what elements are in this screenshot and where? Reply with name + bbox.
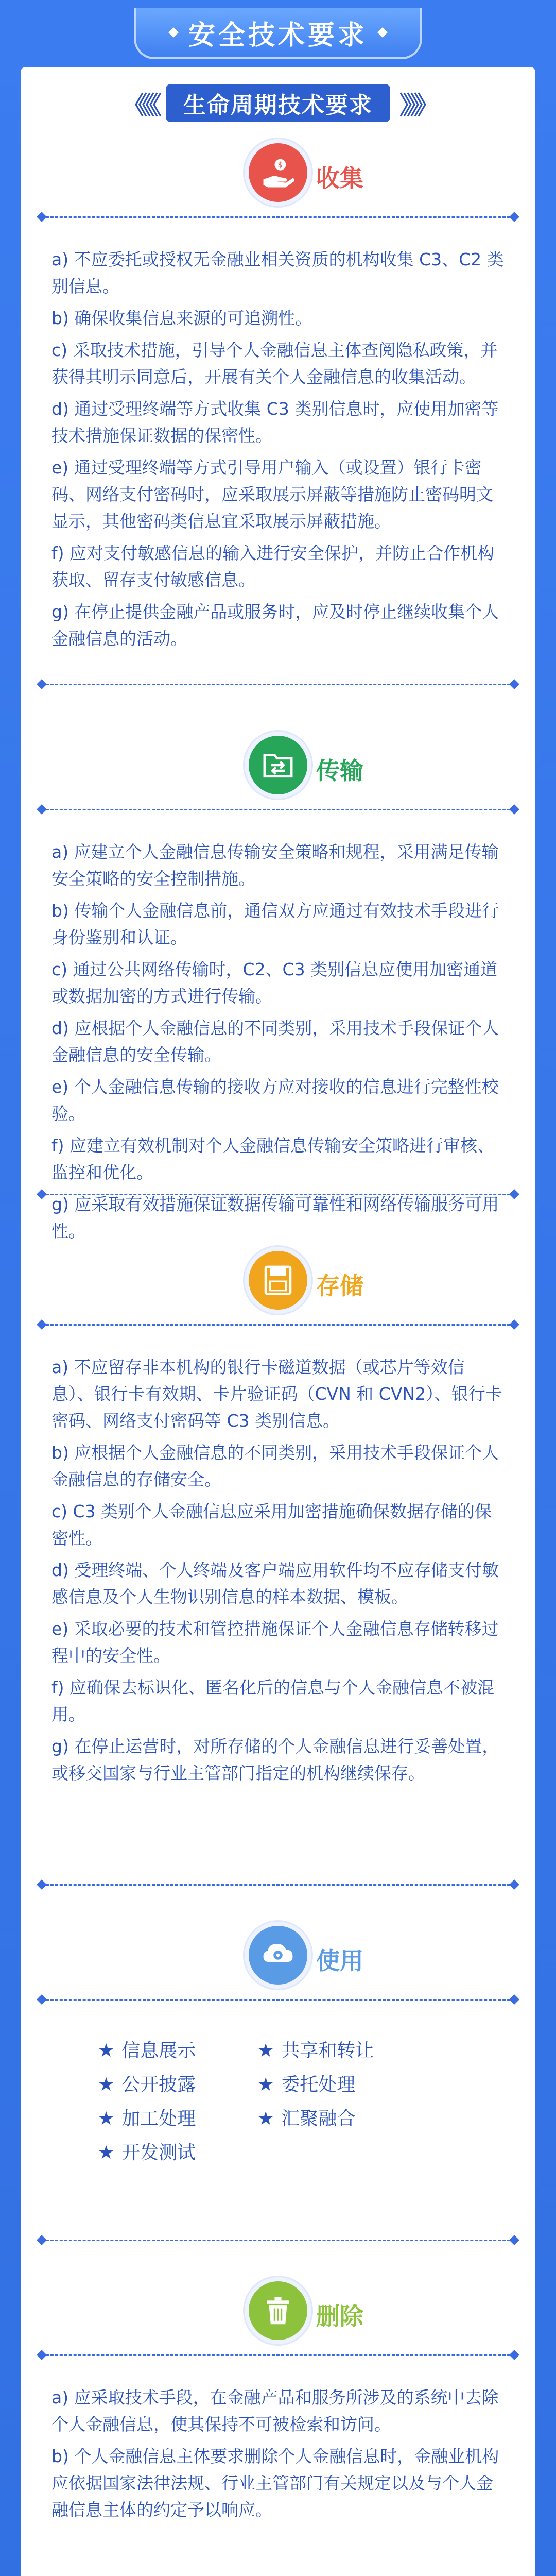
list-item: b) 确保收集信息来源的可追溯性。	[51, 308, 312, 328]
list-item: b) 个人金融信息主体要求删除个人金融信息时，金融业机构应依据国家法律法规、行业主管部门有关规定以及与个人金融信息主体的约定予以响应。	[51, 2446, 499, 2520]
divider	[41, 684, 515, 685]
chevrons-left-icon: 《《《	[122, 91, 157, 120]
list-item: d) 应根据个人金融信息的不同类别，采用技术手段保证个人金融信息的安全传输。	[51, 1018, 499, 1065]
lifecycle-heading-label: 生命周期技术要求	[166, 84, 390, 122]
list-item: f) 应建立有效机制对个人金融信息传输安全策略进行审核、监控和优化。	[51, 1136, 494, 1182]
list-item: e) 采取必要的技术和管控措施保证个人金融信息存储转移过程中的安全性。	[51, 1619, 499, 1666]
list-item: c) C3 类别个人金融信息应采用加密措施确保数据存储的保密性。	[51, 1501, 492, 1548]
divider	[41, 1884, 515, 1886]
star-icon: ★	[98, 2108, 115, 2129]
star-icon: ★	[257, 2040, 274, 2061]
section-collect-head	[41, 139, 515, 237]
star-icon: ★	[98, 2040, 115, 2061]
list-item: g) 在停止提供金融产品或服务时，应及时停止继续收集个人金融信息的活动。	[51, 602, 499, 649]
chevrons-right-icon: 》》》	[399, 91, 434, 120]
section-storage	[41, 1247, 515, 1886]
list-item: ★ 委托处理	[257, 2074, 356, 2095]
list-item: b) 应根据个人金融信息的不同类别，采用技术手段保证个人金融信息的存储安全。	[51, 1443, 499, 1489]
divider	[41, 2354, 515, 2356]
page-title: 安全技术要求	[188, 20, 368, 51]
section-transfer-title: 传输	[316, 757, 363, 785]
list-item: a) 应采取技术手段，在金融产品和服务所涉及的系统中去除个人金融信息，使其保持不可被检索和访问。	[51, 2387, 499, 2434]
section-transfer	[41, 732, 515, 1241]
list-item: f) 应对支付敏感信息的输入进行安全保护，并防止合作机构获取、留存支付敏感信息。	[51, 543, 494, 590]
list-item: ★ 公开披露	[98, 2074, 196, 2095]
divider	[41, 2240, 515, 2241]
star-icon: ★	[257, 2108, 274, 2129]
list-item: g) 在停止运营时，对所存储的个人金融信息进行妥善处置，或移交国家与行业主管部门指定的机构继续保存。	[51, 1736, 499, 1783]
top-header	[21, 0, 535, 67]
list-item: ★ 共享和转让	[257, 2040, 374, 2061]
list-item: c) 通过公共网络传输时，C2、C3 类别信息应使用加密通道或数据加密的方式进行传输。	[51, 959, 498, 1006]
list-item: c) 采取技术措施，引导个人金融信息主体查阅隐私政策，并获得其明示同意后，开展有关个人金融信息的收集活动。	[51, 340, 498, 387]
section-use	[41, 1922, 515, 2241]
divider	[41, 1194, 515, 1195]
section-collect-title: 收集	[316, 164, 363, 192]
star-icon: ★	[98, 2142, 115, 2163]
list-item: d) 通过受理终端等方式收集 C3 类别信息时，应使用加密等技术措施保证数据的保密性。	[51, 399, 499, 446]
divider	[41, 1324, 515, 1326]
list-item: b) 传输个人金融信息前，通信双方应通过有效技术手段进行身份鉴别和认证。	[51, 901, 499, 947]
list-item: a) 应建立个人金融信息传输安全策略和规程，采用满足传输安全策略的安全控制措施。	[51, 842, 499, 889]
diamond-icon	[377, 27, 388, 38]
list-item: a) 不应委托或授权无金融业相关资质的机构收集 C3、C2 类别信息。	[51, 249, 504, 296]
list-item: e) 通过受理终端等方式引导用户输入（或设置）银行卡密码、网络支付密码时，应采取展示屏蔽等措施防止密码明文显示，其他密码类信息宜采取展示屏蔽措施。	[51, 457, 493, 531]
section-use-head	[41, 1922, 515, 2020]
diamond-icon	[168, 27, 179, 38]
list-item: a) 不应留存非本机构的银行卡磁道数据（或芯片等效信息）、银行卡有效期、卡片验证码（CVN 和 CVN2）、银行卡密码、网络支付密码等 C3 类别信息。	[51, 1357, 502, 1431]
list-item: d) 受理终端、个人终端及客户端应用软件均不应存储支付敏感信息及个人生物识别信息的样本数据、模板。	[51, 1560, 499, 1607]
divider	[41, 809, 515, 810]
list-item: ★ 信息展示	[98, 2040, 196, 2061]
list-item: ★ 加工处理	[98, 2108, 196, 2129]
lifecycle-heading	[21, 67, 535, 124]
list-item: f) 应确保去标识化、匿名化后的信息与个人金融信息不被混用。	[51, 1677, 494, 1724]
section-storage-title: 存储	[316, 1272, 363, 1300]
divider	[41, 216, 515, 218]
section-collect	[41, 139, 515, 685]
list-item: e) 个人金融信息传输的接收方应对接收的信息进行完整性校验。	[51, 1077, 499, 1124]
lifecycle-panel	[21, 67, 535, 2576]
section-transfer-head	[41, 732, 515, 829]
section-delete-title: 删除	[316, 2302, 363, 2330]
star-icon: ★	[98, 2074, 115, 2095]
section-storage-head	[41, 1247, 515, 1345]
list-item: g) 应采取有效措施保证数据传输可靠性和网络传输服务可用性。	[51, 1194, 499, 1241]
divider	[41, 1999, 515, 2001]
section-delete	[41, 2277, 515, 2576]
svg-text:$: $	[277, 160, 283, 170]
star-icon: ★	[257, 2074, 274, 2095]
list-item: ★ 开发测试	[98, 2142, 196, 2163]
header-banner	[134, 8, 422, 59]
use-list	[41, 2020, 515, 2169]
section-use-title: 使用	[316, 1947, 363, 1975]
section-delete-head	[41, 2277, 515, 2375]
list-item: ★ 汇聚融合	[257, 2108, 356, 2129]
